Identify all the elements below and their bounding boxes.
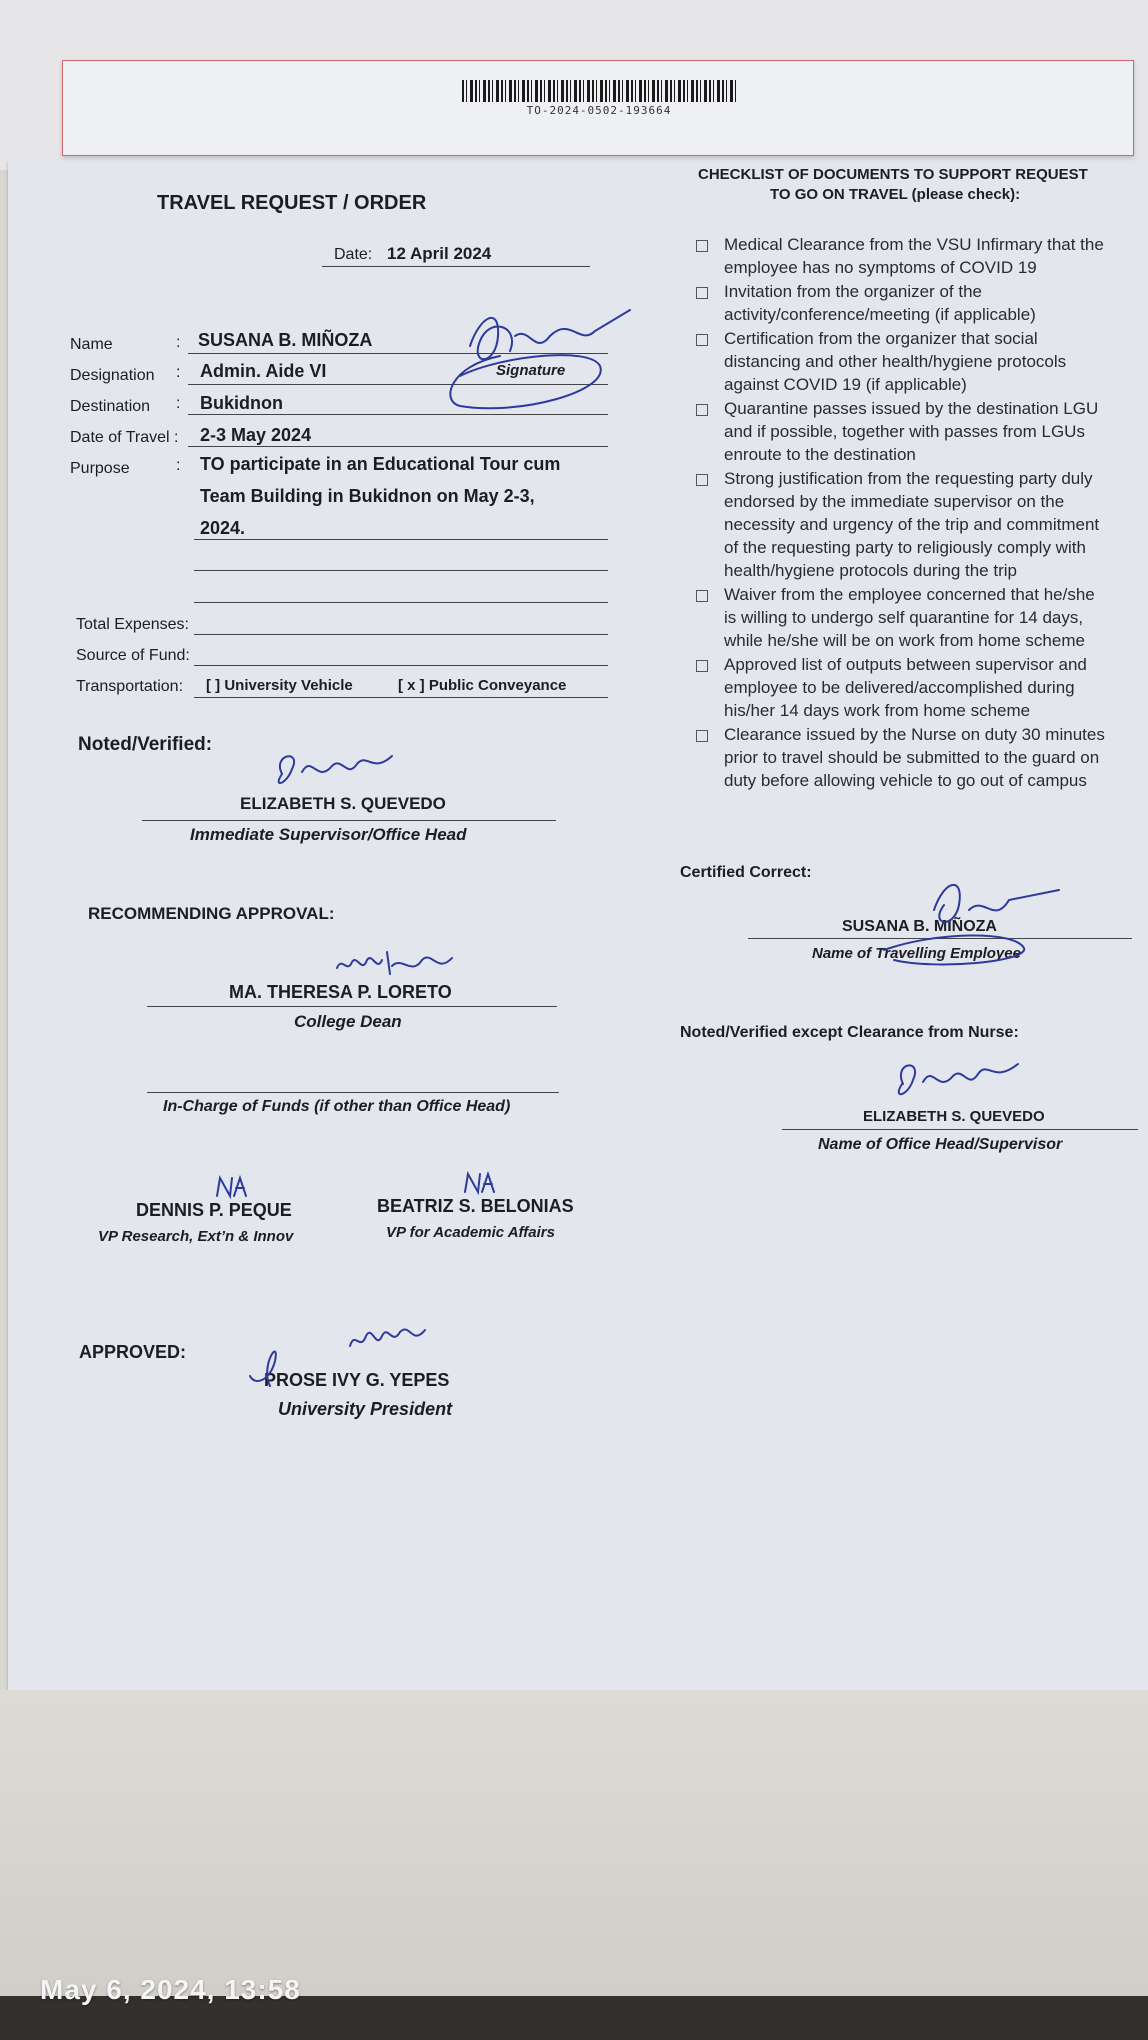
- purpose-line-1: TO participate in an Educational Tour cum: [200, 454, 561, 474]
- date-of-travel-value: 2-3 May 2024: [200, 425, 312, 445]
- checklist-checkbox[interactable]: [696, 287, 708, 299]
- checklist-checkbox[interactable]: [696, 590, 708, 602]
- checklist-item-line: endorsed by the immediate supervisor on the: [724, 492, 1065, 511]
- vp2-name: BEATRIZ S. BELONIAS: [377, 1196, 574, 1216]
- transportation-line: [194, 697, 608, 698]
- checklist-checkbox[interactable]: [696, 404, 708, 416]
- checklist-item-line: distancing and other health/hygiene protocols: [724, 352, 1067, 371]
- source-of-fund-line: [194, 665, 608, 666]
- signature-scribble-quevedo: [262, 744, 402, 794]
- purpose-underline-3: [194, 602, 608, 603]
- signature-scribble-minoza: [440, 296, 640, 422]
- head-title: Name of Office Head/Supervisor: [818, 1136, 1063, 1153]
- dean-title: College Dean: [294, 1012, 402, 1031]
- checklist-checkbox[interactable]: [696, 474, 708, 486]
- date-line: [322, 266, 590, 267]
- purpose-label: Purpose: [70, 460, 130, 477]
- employee-name: SUSANA B. MIÑOZA: [842, 918, 997, 935]
- dean-name: MA. THERESA P. LORETO: [229, 982, 452, 1002]
- purpose-line-3: 2024.: [200, 518, 246, 538]
- checklist-item-line: employee has no symptoms of COVID 19: [724, 258, 1037, 277]
- name-colon: :: [176, 334, 181, 351]
- signature-label: Signature: [496, 362, 566, 379]
- transportation-label: Transportation:: [76, 678, 184, 695]
- checklist-item-line: Medical Clearance from the VSU Infirmary that the: [724, 235, 1104, 254]
- purpose-line-2: Team Building in Bukidnon on May 2-3,: [200, 486, 535, 506]
- vp2-title: VP for Academic Affairs: [386, 1224, 555, 1241]
- president-name: PROSE IVY G. YEPES: [264, 1370, 450, 1390]
- checklist-checkbox[interactable]: [696, 334, 708, 346]
- checklist-item-line: against COVID 19 (if applicable): [724, 375, 967, 394]
- checklist-item-line: Approved list of outputs between supervisor and: [724, 655, 1087, 674]
- purpose-colon: :: [176, 457, 181, 474]
- barcode-number: TO-2024-0502-193664: [526, 104, 672, 117]
- checklist-item-line: necessity and urgency of the trip and commitment: [724, 515, 1100, 534]
- checklist-item-line: and if possible, together with passes from LGUs: [724, 422, 1085, 441]
- checklist-item-line: Invitation from the organizer of the: [724, 282, 982, 301]
- supervisor-name: ELIZABETH S. QUEVEDO: [240, 794, 446, 813]
- date-value: 12 April 2024: [387, 244, 492, 263]
- photo-timestamp: May 6, 2024, 13:58: [40, 1974, 301, 2005]
- date-of-travel-label: Date of Travel :: [70, 429, 179, 446]
- signature-scribble-quevedo-2: [878, 1050, 1028, 1110]
- checklist-item-line: health/hygiene protocols during the trip: [724, 561, 1017, 580]
- barcode-icon: [462, 80, 736, 102]
- signature-scribble-yepes: [240, 1316, 460, 1396]
- total-expenses-label: Total Expenses:: [76, 616, 189, 633]
- noted-verified-label: Noted/Verified:: [78, 734, 213, 755]
- purpose-underline-1: [194, 539, 608, 540]
- checklist-item-line: his/her 14 days work from home scheme: [724, 701, 1031, 720]
- checklist-item-line: of the requesting party to religiously comply with: [724, 538, 1086, 557]
- checklist-item-line: Quarantine passes issued by the destination LGU: [724, 399, 1099, 418]
- checklist-item-line: enroute to the destination: [724, 445, 916, 464]
- head-line: [782, 1129, 1138, 1130]
- option-university-vehicle: [ ] University Vehicle: [206, 677, 353, 694]
- checklist-item-line: activity/conference/meeting (if applicable): [724, 305, 1036, 324]
- checklist-checkbox[interactable]: [696, 730, 708, 742]
- checklist-item-line: while he/she will be on work from home scheme: [724, 631, 1085, 650]
- dean-line: [147, 1006, 557, 1007]
- checklist-item-line: Certification from the organizer that social: [724, 329, 1038, 348]
- vp1-name: DENNIS P. PEQUE: [136, 1200, 292, 1220]
- checklist-item-line: Strong justification from the requesting party duly: [724, 469, 1093, 488]
- purpose-underline-2: [194, 570, 608, 571]
- destination-colon: :: [176, 395, 181, 412]
- vp1-title: VP Research, Ext’n & Innov: [98, 1228, 294, 1245]
- source-of-fund-label: Source of Fund:: [76, 647, 190, 664]
- checklist-item-line: Waiver from the employee concerned that he/she: [724, 585, 1095, 604]
- name-label: Name: [70, 336, 113, 353]
- head-name: ELIZABETH S. QUEVEDO: [863, 1108, 1045, 1125]
- date-label: Date:: [334, 246, 373, 263]
- option-public-conveyance: [ x ] Public Conveyance: [398, 677, 567, 694]
- checklist-header-1: CHECKLIST OF DOCUMENTS TO SUPPORT REQUEST: [698, 166, 1088, 183]
- president-title: University President: [278, 1399, 453, 1419]
- total-expenses-line: [194, 634, 608, 635]
- recommending-approval-label: RECOMMENDING APPROVAL:: [88, 904, 335, 923]
- checklist-checkbox[interactable]: [696, 240, 708, 252]
- designation-value: Admin. Aide VI: [200, 361, 327, 381]
- supervisor-title: Immediate Supervisor/Office Head: [190, 825, 467, 844]
- form-title: TRAVEL REQUEST / ORDER: [157, 192, 427, 214]
- funds-line: [147, 1092, 559, 1093]
- checklist-item-line: prior to travel should be submitted to the guard on: [724, 748, 1100, 767]
- signature-scribble-loreto: [332, 946, 462, 982]
- designation-colon: :: [176, 364, 181, 381]
- designation-label: Designation: [70, 367, 155, 384]
- checklist-item-line: is willing to undergo self quarantine for 14 days,: [724, 608, 1084, 627]
- checklist-item-line: duty before allowing vehicle to go out of campus: [724, 771, 1087, 790]
- name-value: SUSANA B. MIÑOZA: [198, 330, 373, 350]
- date-of-travel-line: [188, 446, 608, 447]
- checklist-item-line: Clearance issued by the Nurse on duty 30 minutes: [724, 725, 1105, 744]
- checklist-header-2: TO GO ON TRAVEL (please check):: [770, 186, 1021, 203]
- checklist-checkbox[interactable]: [696, 660, 708, 672]
- destination-value: Bukidnon: [200, 393, 283, 413]
- signature-scribble-minoza-2: [874, 870, 1074, 970]
- supervisor-line: [142, 820, 556, 821]
- na-mark-peque: [212, 1174, 252, 1200]
- checklist-item-line: employee to be delivered/accomplished during: [724, 678, 1075, 697]
- employee-title: Name of Travelling Employee: [812, 945, 1021, 962]
- funds-title: In-Charge of Funds (if other than Office Head): [163, 1098, 511, 1115]
- approved-label: APPROVED:: [79, 1342, 187, 1362]
- noted-except-label: Noted/Verified except Clearance from Nurse:: [680, 1024, 1019, 1041]
- na-mark-belonias: [460, 1170, 500, 1196]
- destination-label: Destination: [70, 398, 151, 415]
- certified-correct-label: Certified Correct:: [680, 864, 812, 881]
